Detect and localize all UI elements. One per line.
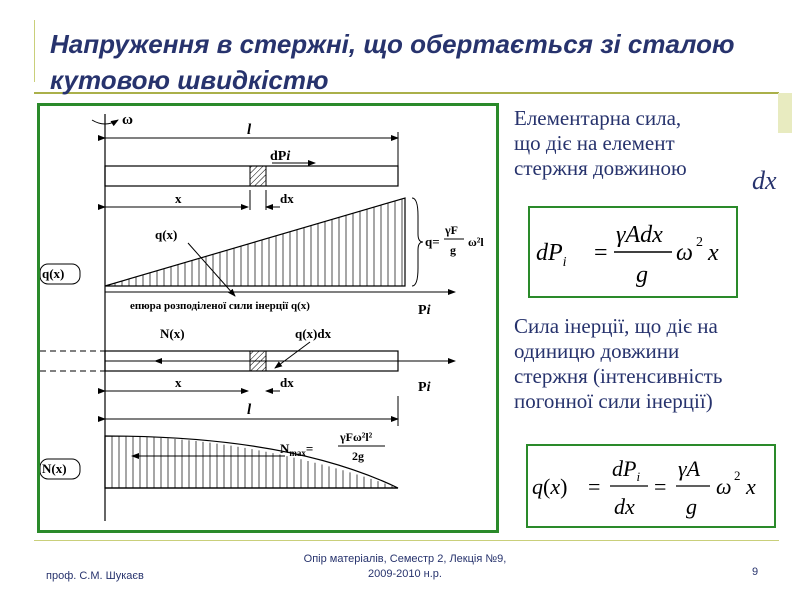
dx-label-2: dx [280, 375, 294, 390]
formula2-omega: ω [716, 474, 732, 499]
rotating-rod-diagram [37, 103, 499, 533]
corner-accent [778, 93, 792, 133]
formula2-den1: dx [614, 494, 635, 519]
dx-label-1: dx [280, 191, 294, 206]
Nmax-label: $N_{max}=$ [280, 441, 314, 458]
footer-divider [34, 540, 779, 541]
footer-author: проф. С.М. Шукаєв [46, 570, 144, 582]
Nmax-num: γFω²l² [340, 430, 373, 444]
omega2l: ω²l [468, 235, 484, 249]
formula1-pow: 2 [696, 235, 703, 250]
dx-symbol: dx [752, 166, 777, 195]
formula1-den: g [636, 262, 648, 288]
formula1-omega: ω [676, 240, 693, 266]
dPi-label: dPi [270, 149, 291, 164]
epure-caption: епюра розподіленої сили інерції q(x) [130, 300, 310, 312]
formula2-pow: 2 [734, 468, 741, 483]
Pi-label-2: Pi [418, 380, 431, 395]
page-number: 9 [752, 566, 759, 578]
omega-label: ω [122, 112, 133, 128]
title-accent-line [34, 20, 35, 82]
formula2-x: x [746, 474, 756, 499]
qxdx-label: q(x)dx [295, 326, 332, 341]
qx-label: q(x) [155, 227, 178, 242]
gammaF-num: γF [445, 223, 458, 237]
elementary-force-text: Елементарна сила, що діє на елемент стержня довжиною [514, 106, 687, 180]
formula2-den2: g [686, 494, 697, 519]
inertia-force-text: Сила інерції, що діє на одиницю довжини стержня (інтенсивність погонної сили інерції) [514, 314, 723, 413]
formula1-eq: = [594, 240, 608, 266]
formula2-num1: $dP_i$ [612, 456, 641, 484]
qx-side-label: q(x) [42, 266, 65, 281]
formula2-eq2: = [654, 474, 667, 499]
formula2-num2: γA [678, 456, 701, 481]
formula1-num: γAdx [616, 222, 663, 248]
slide-title: Напруження в стержні, що обертається зі сталою кутовою швидкістю [50, 29, 735, 95]
Nx-label: N(x) [160, 326, 185, 341]
formula-dPi-box [528, 206, 738, 298]
Nmax-den: 2g [352, 449, 364, 463]
length-label-bottom: l [247, 402, 252, 418]
formula-qx-box [526, 444, 776, 528]
formula2-lhs: q(x) [532, 474, 568, 499]
Pi-label-1: Pi [418, 303, 431, 318]
formula1-lhs: $dP_i$ [536, 240, 567, 270]
x-label-1: x [175, 191, 182, 206]
length-label-top: l [247, 122, 252, 138]
x-label-2: x [175, 375, 182, 390]
formula1-x: x [708, 240, 719, 266]
Nx-side-label: N(x) [42, 461, 67, 476]
q-eq: q= [425, 234, 440, 249]
g-den: g [450, 243, 456, 257]
formula2-eq1: = [588, 474, 601, 499]
footer-course: Опір матеріалів, Семестр 2, Лекція №9, 2009-2010 н.р. [303, 553, 507, 580]
